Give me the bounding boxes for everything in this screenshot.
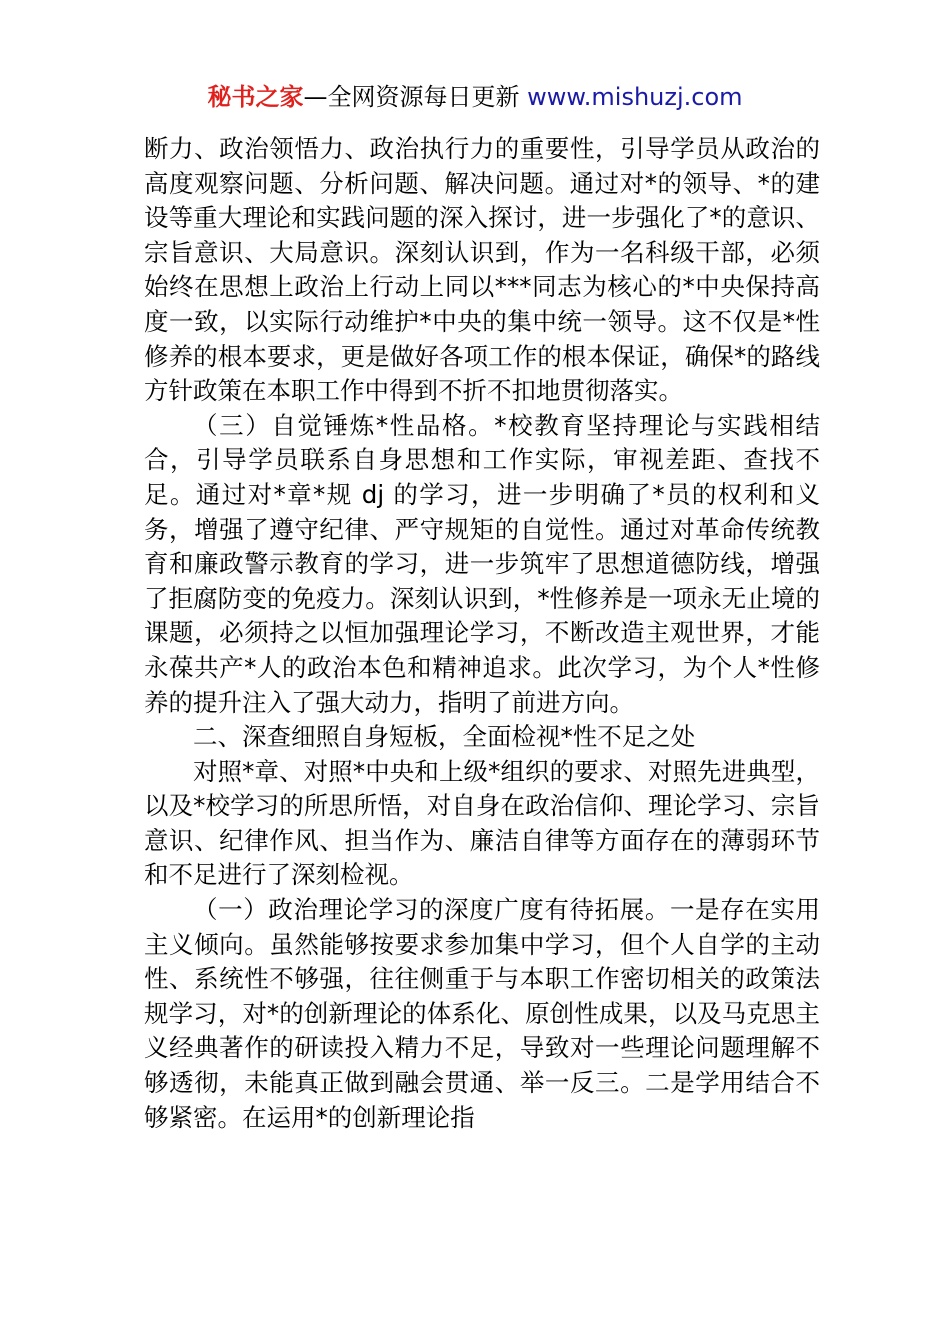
section-heading-2: 二、深查细照自身短板，全面检视*性不足之处 (193, 722, 696, 752)
paragraph-continuation: 断力、政治领悟力、政治执行力的重要性，引导学员从政治的高度观察问题、分析问题、解决问题。通过对*的领导、*的建设等重大理论和实践问题的深入探讨，进一步强化了*的意识、宗旨意识、大局意识。深刻认识到，作为一名科级干部，必须始终在思想上政治上行动上同以***同志为核心的*中央保持高度一致，以实际行动维护*中央的集中统一领导。这不仅是*性修养的根本要求，更是做好各项工作的根本保证，确保*的路线方针政策在本职工作中得到不折不扣地贯彻落实。 (144, 134, 820, 406)
paragraph-section-3: （三）自觉锤炼*性品格。*校教育坚持理论与实践相结合，引导学员联系自身思想和工作实际，审视差距、查找不足。通过对*章*规 dj 的学习，进一步明确了*员的权利和义务，增强了遵守纪律、严守规矩的自觉性。通过对革命传统教育和廉政警示教育的学习，进一步筑牢了思想道德防线，增强了拒腐防变的免疫力。深刻认识到，*性修养是一项永无止境的课题，必须持之以恒加强理论学习，不断改造主观世界，才能永葆共产*人的政治本色和精神追求。此次学习，为个人*性修养的提升注入了强大动力，指明了前进方向。 (144, 410, 820, 717)
page-header (0, 80, 950, 114)
brand-name[interactable]: 秘书之家 (207, 83, 304, 111)
header-tagline: —全网资源每日更新 (303, 83, 528, 111)
paragraph-subsection-1: （一）政治理论学习的深度广度有待拓展。一是存在实用主义倾向。虽然能够按要求参加集中学习，但个人自学的主动性、系统性不够强，往往侧重于与本职工作密切相关的政策法规学习，对*的创新理论的体系化、原创性成果，以及马克思主义经典著作的研读投入精力不足，导致对一些理论问题理解不够透彻，未能真正做到融会贯通、举一反三。二是学用结合不够紧密。在运用*的创新理论指 (144, 895, 820, 1132)
site-link[interactable]: www.mishuzj.com (527, 83, 743, 111)
document-body (144, 132, 820, 1135)
paragraph-intro: 对照*章、对照*中央和上级*组织的要求、对照先进典型，以及*校学习的所思所悟，对自身在政治信仰、理论学习、宗旨意识、纪律作风、担当作为、廉洁自律等方面存在的薄弱环节和不足进行了深刻检视。 (144, 756, 820, 890)
